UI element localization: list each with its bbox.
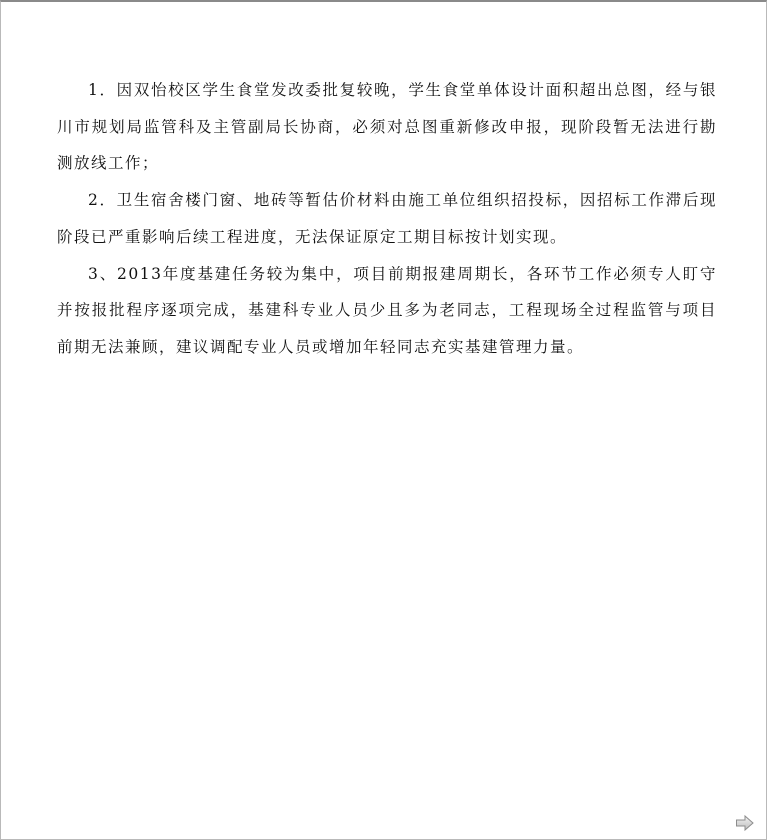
paragraph-2: 2．卫生宿舍楼门窗、地砖等暂估价材料由施工单位组织招投标，因招标工作滞后现阶段已严重影响后续工程进度，无法保证原定工期目标按计划实现。 (57, 191, 717, 246)
paragraph-3: 3、2013年度基建任务较为集中，项目前期报建周期长，各环节工作必须专人盯守并按报批程序逐项完成，基建科专业人员少且多为老同志，工程现场全过程监管与项目前期无法兼顾，建议调配专业人员或增加年轻同志充实基建管理力量。 (57, 264, 717, 356)
paragraph-1: 1．因双怡校区学生食堂发改委批复较晚，学生食堂单体设计面积超出总图，经与银川市规划局监管科及主管副局长协商，必须对总图重新修改申报，现阶段暂无法进行勘测放线工作； (57, 81, 717, 173)
next-page-arrow-icon[interactable] (735, 814, 755, 832)
document-body (57, 72, 717, 366)
